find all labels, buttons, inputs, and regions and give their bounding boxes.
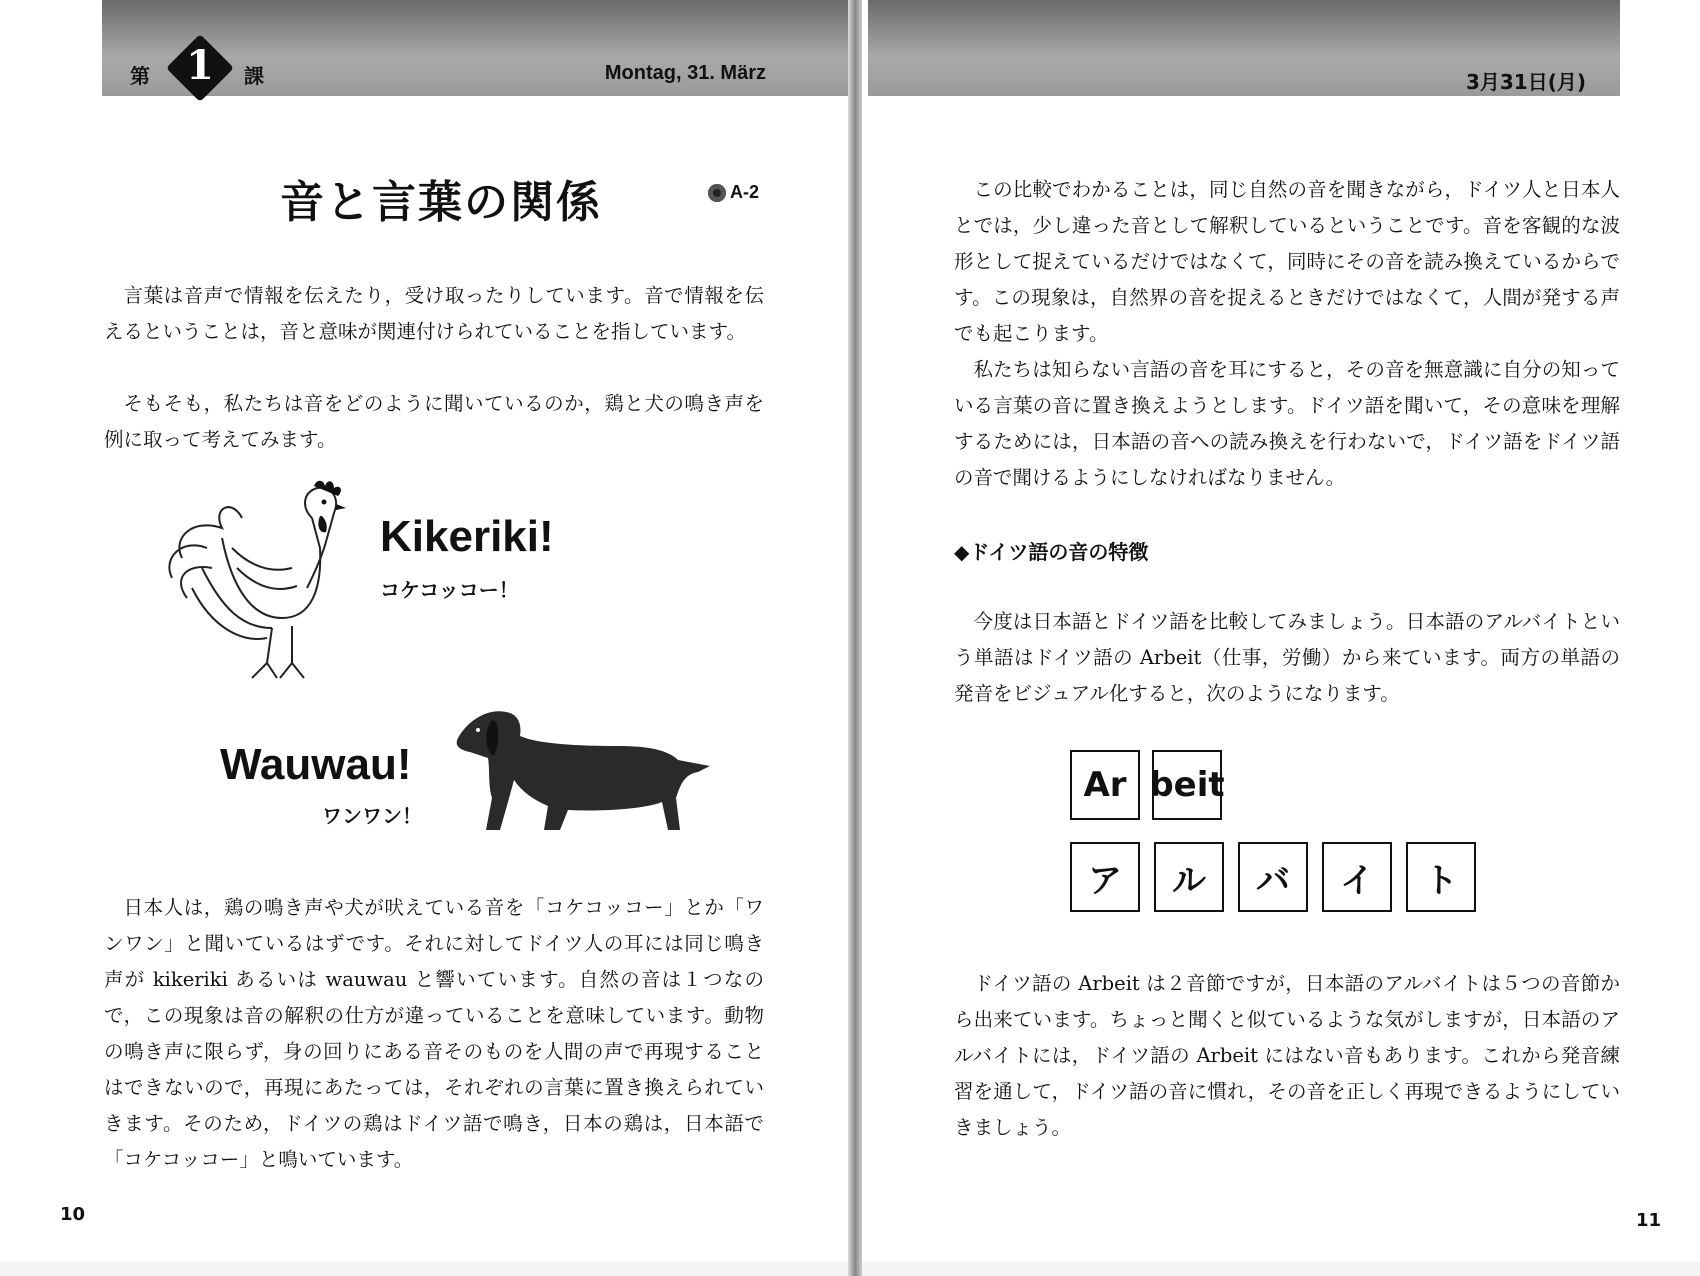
paragraph-interpretation: この比較でわかることは，同じ自然の音を聞きながら，ドイツ人と日本人とでは，少し違った音として解釈しているということです。音を客観的な波形として捉えているだけではなくて，同時にその音を読み換えているからです。この現象は，自然界の音を捉えるときだけではなくて，人間が発する声でも起こります。: [954, 178, 1620, 345]
page-number-right: 11: [1636, 1210, 1662, 1231]
syllable-box: beit: [1152, 750, 1222, 820]
rooster-sound-japanese: コケコッコー！: [380, 578, 519, 602]
syllable-box: Ar: [1070, 750, 1140, 820]
paragraph-arbeit-intro: 今度は日本語とドイツ語を比較してみましょう。日本語のアルバイトという単語はドイツ語の Arbeit（仕事，労働）から来ています。両方の単語の発音をビジュアル化すると，次のようになります。: [954, 610, 1620, 705]
dog-sound-japanese: ワンワン！: [322, 804, 422, 828]
lesson-prefix: 第: [130, 64, 150, 88]
paragraph-listening: 私たちは知らない言語の音を耳にすると，その音を無意識に自分の知っている言葉の音に置き換えようとします。ドイツ語を聞いて，その意味を理解するためには，日本語の音への読み換えを行わないで，ドイツ語をドイツ語の音で聞けるようにしなければなりません。: [954, 358, 1620, 489]
date-japanese: 3月31日(月): [1465, 70, 1586, 94]
syllable-box: ル: [1154, 842, 1224, 912]
audio-track-id: A-2: [730, 182, 760, 202]
paragraph-example: そもそも，私たちは音をどのように聞いているのか，鶏と犬の鳴き声を例に取って考えてみます。: [104, 392, 764, 451]
rooster-sound-german: Kikeriki!: [380, 512, 554, 561]
paragraph-intro: 言葉は音声で情報を伝えたり，受け取ったりしています。音で情報を伝えるということは，音と意味が関連付けられていることを指しています。: [104, 284, 764, 343]
dog-sound-german: Wauwau!: [220, 740, 412, 789]
syllable-box: ト: [1406, 842, 1476, 912]
audio-track-label: [708, 182, 759, 203]
cd-icon: [708, 184, 726, 202]
paragraph-syllable-count: ドイツ語の Arbeit は２音節ですが，日本語のアルバイトは５つの音節から出来ています。ちょっと聞くと似ているような気がしますが，日本語のアルバイトには，ドイツ語の Arbeit にはない音もあります。これから発音練習を通して，ドイツ語の音に慣れ，その音を正しく再現できるようにしていきましょう。: [954, 972, 1620, 1139]
dachshund-illustration: [448, 690, 720, 842]
lesson-suffix: 課: [244, 64, 264, 88]
german-syllable-boxes: [1070, 750, 1234, 820]
lesson-number: 1: [186, 42, 214, 89]
page-title: 音と言葉の関係: [280, 177, 602, 228]
date-german: Montag, 31. März: [604, 62, 766, 84]
paragraph-comparison: 日本人は，鶏の鳴き声や犬が吠えている音を「コケコッコー」とか「ワンワン」と聞いているはずです。それに対してドイツ人の耳には同じ鳴き声が kikeriki あるいは wauwau と響いています。自然の音は１つなので，この現象は音の解釈の仕方が違っていることを意味しています。動物の鳴き声に限らず，身の回りにある音そのものを人間の声で再現することはできないので，再現にあたっては，それぞれの言葉に置き換えられていきます。そのため，ドイツの鶏はドイツ語で鳴き，日本の鶏は，日本語で「コケコッコー」と鳴いています。: [104, 896, 764, 1171]
rooster-illustration: [162, 478, 352, 684]
japanese-syllable-boxes: [1070, 842, 1490, 912]
syllable-box: ア: [1070, 842, 1140, 912]
syllable-box: イ: [1322, 842, 1392, 912]
lesson-badge: [166, 34, 234, 102]
page-number-left: 10: [60, 1204, 86, 1225]
syllable-box: バ: [1238, 842, 1308, 912]
section-heading: ◆ドイツ語の音の特徴: [954, 540, 1149, 564]
book-gutter: [848, 0, 862, 1276]
